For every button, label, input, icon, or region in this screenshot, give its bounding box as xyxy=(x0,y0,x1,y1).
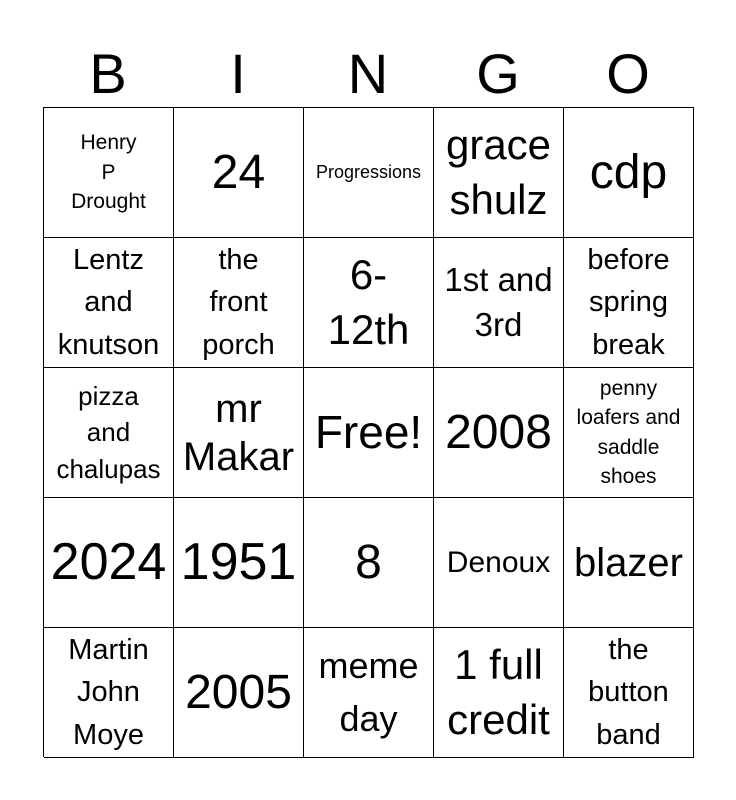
bingo-header xyxy=(43,40,693,108)
cell-text: cdp xyxy=(589,145,668,199)
header-letter-i: I xyxy=(230,42,246,105)
bingo-cell[interactable] xyxy=(174,628,304,758)
cell-text: the front porch xyxy=(202,244,275,361)
cell-text: Free! xyxy=(314,406,423,459)
cell-text: grace shulz xyxy=(445,120,552,223)
bingo-cell[interactable] xyxy=(44,238,174,368)
free-space-cell[interactable] xyxy=(304,368,434,498)
bingo-cell[interactable] xyxy=(304,238,434,368)
cell-text: mr Makar xyxy=(182,386,295,479)
bingo-cell[interactable] xyxy=(434,238,564,368)
cell-text: 1951 xyxy=(180,532,297,591)
cell-text: 1 full credit xyxy=(447,640,550,743)
bingo-cell[interactable] xyxy=(44,498,174,628)
cell-text: Henry P Drought xyxy=(71,131,146,214)
cell-text: 2024 xyxy=(50,532,167,591)
bingo-cell[interactable] xyxy=(174,498,304,628)
bingo-cell[interactable] xyxy=(434,628,564,758)
bingo-cell[interactable] xyxy=(564,238,694,368)
cell-text: blazer xyxy=(574,540,683,585)
header-letter-o: O xyxy=(606,42,650,105)
bingo-cell[interactable] xyxy=(44,628,174,758)
bingo-cell[interactable] xyxy=(174,108,304,238)
bingo-cell[interactable] xyxy=(44,368,174,498)
bingo-cell[interactable] xyxy=(564,628,694,758)
cell-text: 24 xyxy=(211,145,266,199)
cell-text: pizza and chalupas xyxy=(56,380,161,484)
bingo-cell[interactable] xyxy=(564,108,694,238)
cell-text: Lentz and knutson xyxy=(57,244,160,361)
cell-text: penny loafers and saddle shoes xyxy=(576,376,681,488)
cell-text: meme day xyxy=(318,645,419,739)
bingo-cell[interactable] xyxy=(304,498,434,628)
header-letter-n: N xyxy=(347,42,389,105)
bingo-cell[interactable] xyxy=(304,108,434,238)
cell-text: 2005 xyxy=(185,665,292,719)
bingo-cell[interactable] xyxy=(564,498,694,628)
bingo-cell[interactable] xyxy=(434,108,564,238)
bingo-cell[interactable] xyxy=(434,368,564,498)
bingo-cell[interactable] xyxy=(174,368,304,498)
header-letter-b: B xyxy=(89,42,127,105)
bingo-cell[interactable] xyxy=(564,368,694,498)
bingo-cell[interactable] xyxy=(44,108,174,238)
cell-text: before spring break xyxy=(587,244,670,361)
cell-text: 8 xyxy=(355,535,382,589)
cell-text: 1st and 3rd xyxy=(444,260,553,343)
cell-text: Martin John Moye xyxy=(68,634,149,751)
cell-text: 2008 xyxy=(445,405,552,459)
bingo-cell[interactable] xyxy=(304,628,434,758)
bingo-cell[interactable] xyxy=(434,498,564,628)
bingo-cell[interactable] xyxy=(174,238,304,368)
header-letter-g: G xyxy=(476,42,520,105)
cell-text: 6- 12th xyxy=(327,250,410,353)
bingo-board xyxy=(43,107,694,757)
cell-text: Progressions xyxy=(315,161,422,182)
cell-text: the button band xyxy=(588,634,669,751)
cell-text: Denoux xyxy=(446,545,551,579)
